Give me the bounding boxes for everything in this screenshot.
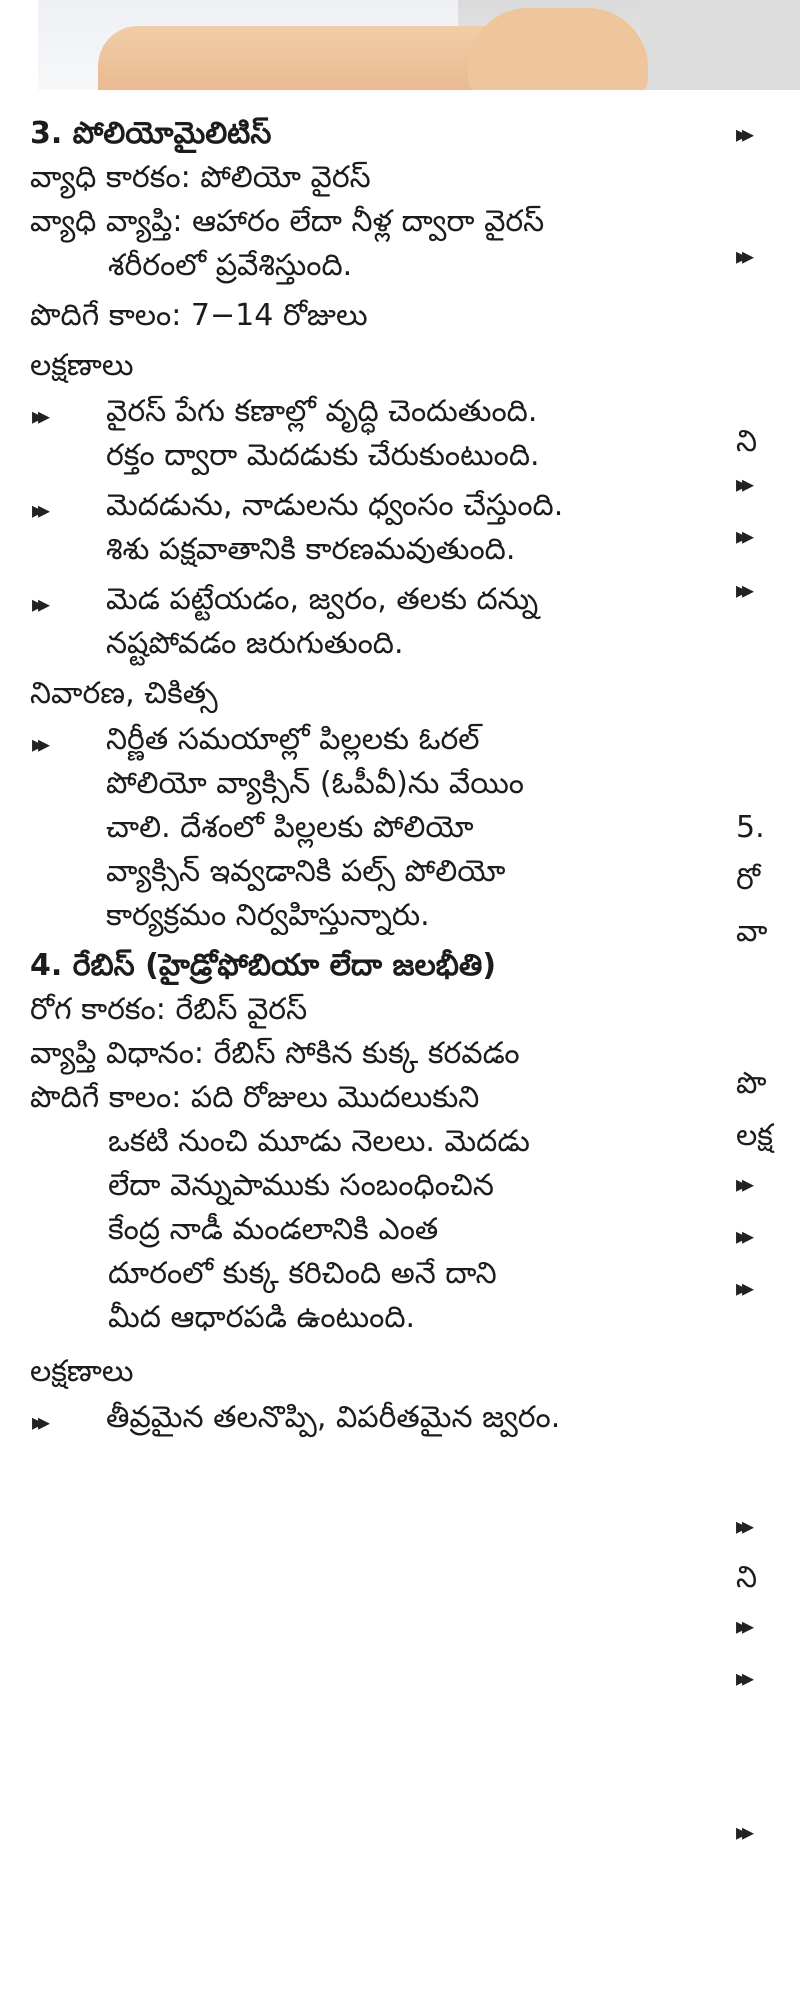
polio-symptom-1-line-1: వైరస్ పేగు కణాల్లో వృద్ధి చెందుతుంది.	[106, 394, 538, 429]
polio-symptom-3-line-1: మెడ పట్టేయడం, జ్వరం, తలకు దన్ను	[106, 582, 539, 617]
rabies-incubation-label: పొదిగే కాలం:	[30, 1080, 182, 1115]
adjacent-fragment: ని	[736, 1560, 758, 1595]
bullet-icon: ▸▸	[736, 576, 749, 604]
polio-symptom-2	[30, 484, 720, 572]
rabies-heading: 4. రేబిస్ (హైడ్రోఫోబియా లేదా జలభీతి)	[30, 948, 497, 983]
bullet-icon: ▸▸	[736, 1222, 749, 1250]
polio-spread	[30, 200, 720, 244]
main-column	[30, 112, 720, 1446]
polio-prevention-item	[30, 718, 720, 938]
polio-agent-label: వ్యాధి కారకం:	[30, 160, 191, 195]
polio-spread-value-1: ఆహారం లేదా నీళ్ల ద్వారా వైరస్	[192, 204, 545, 239]
bullet-icon: ▸▸	[736, 242, 749, 270]
rabies-incubation-line-6: మీద ఆధారపడి ఉంటుంది.	[108, 1300, 416, 1335]
polio-heading: 3. పోలియోమైలిటిస్	[30, 116, 272, 151]
bullet-icon: ▸▸	[736, 1612, 749, 1640]
bullet-icon: ▸▸	[32, 402, 45, 430]
rabies-symptom-1-line: తీవ్రమైన తలనొప్పి, విపరీతమైన జ్వరం.	[106, 1400, 561, 1435]
rabies-incubation-line-1: పది రోజులు మొదలుకుని	[190, 1080, 480, 1115]
polio-incubation	[30, 294, 720, 338]
polio-prevention-line-1: నిర్ణీత సమయాల్లో పిల్లలకు ఓరల్	[106, 722, 480, 757]
polio-prevention-line-5: కార్యక్రమం నిర్వహిస్తున్నారు.	[106, 898, 430, 933]
bullet-icon: ▸▸	[32, 590, 45, 618]
bullet-icon: ▸▸	[32, 496, 45, 524]
adjacent-fragment: లక్ష	[736, 1118, 773, 1153]
polio-incubation-label: పొదిగే కాలం:	[30, 298, 182, 333]
rabies-symptoms-heading: లక్షణాలు	[30, 1354, 134, 1389]
rabies-incubation-line-2: ఒకటి నుంచి మూడు నెలలు. మెదడు	[108, 1124, 530, 1159]
polio-prevention-heading: నివారణ, చికిత్స	[30, 676, 218, 711]
polio-prevention-line-2: పోలియో వ్యాక్సిన్ (ఓపీవీ)ను వేయిం	[106, 766, 524, 801]
polio-agent	[30, 156, 720, 200]
photo-hand	[468, 8, 648, 90]
bullet-icon: ▸▸	[736, 522, 749, 550]
adjacent-fragment: ని	[736, 424, 758, 459]
rabies-incubation	[30, 1076, 720, 1120]
adjacent-fragment: పొ	[736, 1066, 767, 1101]
rabies-agent-label: రోగ కారకం:	[30, 992, 166, 1027]
polio-agent-value: పోలియో వైరస్	[200, 160, 371, 195]
polio-prevention-line-4: వ్యాక్సిన్ ఇవ్వడానికి పల్స్ పోలియో	[106, 854, 506, 889]
polio-spread-label: వ్యాధి వ్యాప్తి:	[30, 204, 183, 239]
rabies-incubation-line-3: లేదా వెన్నుపాముకు సంబంధించిన	[108, 1168, 494, 1203]
rabies-spread-label: వ్యాప్తి విధానం:	[30, 1036, 205, 1071]
rabies-incubation-line-4: కేంద్ర నాడీ మండలానికి ఎంత	[108, 1212, 439, 1247]
polio-prevention-line-3: చాలి. దేశంలో పిల్లలకు పోలియో	[106, 810, 474, 845]
rabies-spread	[30, 1032, 720, 1076]
polio-symptom-1-line-2: రక్తం ద్వారా మెదడుకు చేరుకుంటుంది.	[106, 438, 540, 473]
rabies-incubation-line-5: దూరంలో కుక్క కరిచింది అనే దాని	[108, 1256, 497, 1291]
polio-symptom-3	[30, 578, 720, 666]
adjacent-fragment: రో	[736, 862, 761, 897]
polio-symptom-3-line-2: నష్టపోవడం జరుగుతుంది.	[106, 626, 404, 661]
bullet-icon: ▸▸	[32, 730, 45, 758]
rabies-agent	[30, 988, 720, 1032]
rabies-symptom-1	[30, 1396, 720, 1440]
bullet-icon: ▸▸	[736, 1170, 749, 1198]
bullet-icon: ▸▸	[736, 1512, 749, 1540]
bullet-icon: ▸▸	[32, 1408, 45, 1436]
adjacent-fragment: 5.	[736, 810, 765, 845]
polio-symptom-2-line-2: శిశు పక్షవాతానికి కారణమవుతుంది.	[106, 532, 516, 567]
bullet-icon: ▸▸	[736, 470, 749, 498]
bullet-icon: ▸▸	[736, 1664, 749, 1692]
adjacent-fragment: వా	[736, 914, 768, 949]
polio-symptoms-heading: లక్షణాలు	[30, 348, 134, 383]
rabies-spread-value: రేబిస్ సోకిన కుక్క కరవడం	[213, 1036, 520, 1071]
bullet-icon: ▸▸	[736, 120, 749, 148]
polio-symptom-1	[30, 390, 720, 478]
adjacent-column	[736, 0, 800, 2000]
polio-spread-value-2: శరీరంలో ప్రవేశిస్తుంది.	[108, 248, 353, 283]
polio-incubation-value: 7−14 రోజులు	[190, 298, 368, 333]
polio-symptom-2-line-1: మెదడును, నాడులను ధ్వంసం చేస్తుంది.	[106, 488, 564, 523]
rabies-agent-value: రేబిస్ వైరస్	[175, 992, 308, 1027]
bullet-icon: ▸▸	[736, 1274, 749, 1302]
header-photo	[38, 0, 800, 90]
bullet-icon: ▸▸	[736, 1818, 749, 1846]
